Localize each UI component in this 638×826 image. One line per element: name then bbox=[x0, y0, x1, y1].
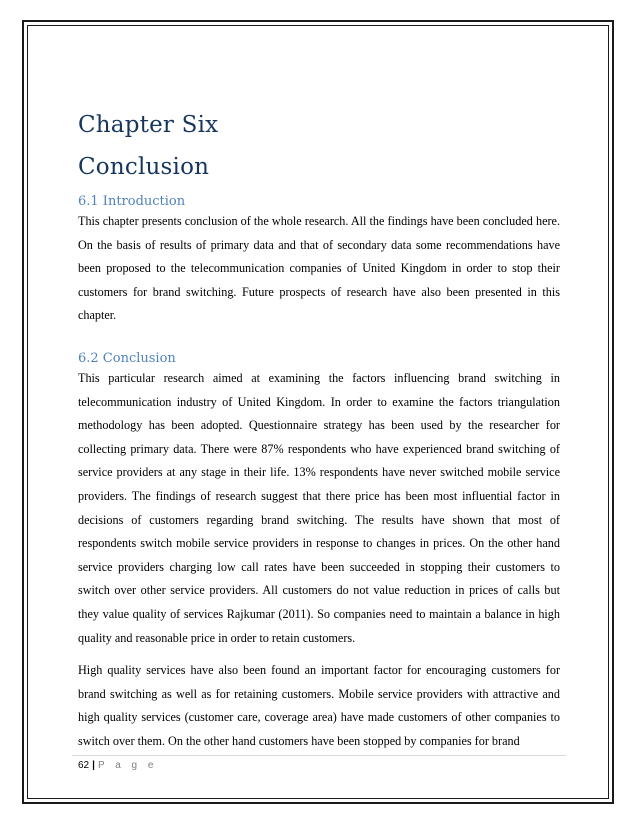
page-label: P a g e bbox=[97, 760, 158, 771]
paragraph-conclusion-1: This particular research aimed at examining the factors influencing brand switching in telecommunication industry of United Kingdom. In order to examine the factors triangulation methodology has been adopted. Questionnaire strategy has been used by the researcher for collecting primary data. There were 87% respondents who have experienced brand switching of service providers at any stage in their life. 13% respondents have never switched mobile service providers. The findings of research suggest that there price has been most influential factor in decisions of customers regarding brand switching. The results have shown that most of respondents switch mobile service providers in response to changes in prices. On the other hand service providers charging low call rates have been succeeded in stopping their customers to switch over other service providers. All customers do not value reduction in prices of calls but they value quality of services Rajkumar (2011). So companies need to maintain a balance in high quality and reasonable price in order to retain customers. bbox=[78, 370, 560, 645]
section-introduction bbox=[78, 194, 560, 328]
page-body bbox=[78, 108, 560, 753]
paragraph-introduction: This chapter presents conclusion of the whole research. All the findings have been concluded here. On the basis of results of primary data and that of secondary data some recommendations have been proposed to the telecommunication companies of United Kingdom in order to stop their customers for brand switching. Future prospects of research have also been presented in this chapter. bbox=[78, 214, 560, 323]
section-conclusion bbox=[78, 351, 560, 754]
page-number: 62 bbox=[78, 760, 90, 771]
section-heading-conclusion: 6.2 Conclusion bbox=[78, 350, 176, 366]
paragraph-conclusion-2: High quality services have also been found an important factor for encouraging customers for brand switching as well as for retaining customers. Mobile service providers with attractive and high quality services (customer care, coverage area) have made customers of other companies to switch over them. On the other hand customers have been stopped by companies for brand bbox=[78, 663, 560, 748]
chapter-subtitle: Conclusion bbox=[78, 154, 210, 180]
page-footer bbox=[78, 759, 157, 773]
section-heading-introduction: 6.1 Introduction bbox=[78, 194, 186, 209]
footer-separator: | bbox=[92, 760, 95, 771]
chapter-title: Chapter Six bbox=[78, 112, 219, 138]
footer-divider bbox=[72, 755, 566, 756]
